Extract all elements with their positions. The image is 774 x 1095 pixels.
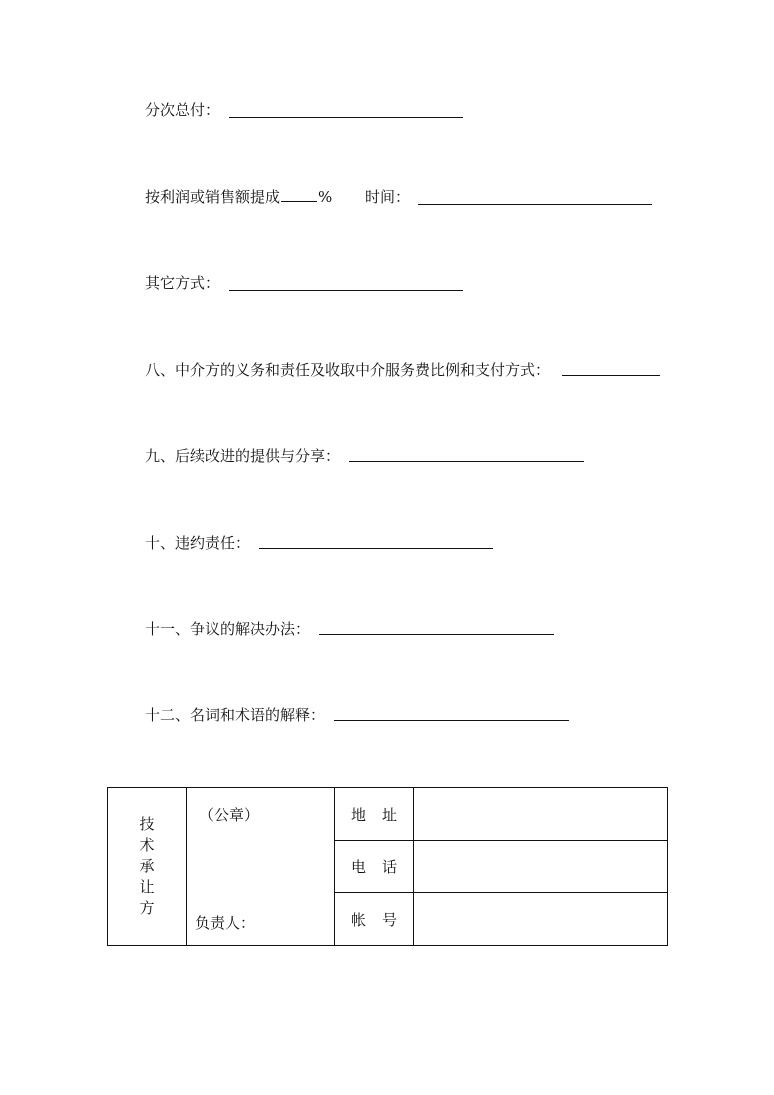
item10-blank[interactable] xyxy=(259,548,493,549)
other-method-label: 其它方式： xyxy=(145,274,221,292)
time-label: 时间： xyxy=(365,188,411,206)
item11-label: 十一、争议的解决办法： xyxy=(145,620,311,638)
installment-blank[interactable] xyxy=(229,117,463,118)
phone-value-cell[interactable] xyxy=(414,841,668,893)
account-label-cell xyxy=(335,893,414,946)
item9-blank[interactable] xyxy=(349,461,584,462)
address-char: 地 xyxy=(350,805,366,824)
item12-blank[interactable] xyxy=(334,720,569,721)
item12-label: 十二、名词和术语的解释： xyxy=(145,706,326,724)
party-char: 方 xyxy=(139,899,155,917)
item10-label: 十、违约责任： xyxy=(145,534,251,552)
item8-label: 八、中介方的义务和责任及收取中介服务费比例和支付方式： xyxy=(145,361,551,379)
royalty-percent-blank[interactable] xyxy=(281,187,317,202)
responsible-person-label: 负责人： xyxy=(195,914,256,932)
signature-table xyxy=(107,787,668,946)
party-label-cell xyxy=(108,788,187,946)
phone-char: 话 xyxy=(382,858,398,876)
phone-label-cell xyxy=(335,841,414,893)
percent-sign: % xyxy=(318,188,333,206)
party-char: 让 xyxy=(139,878,155,896)
time-blank[interactable] xyxy=(418,204,652,205)
party-char: 承 xyxy=(139,857,155,875)
other-method-blank[interactable] xyxy=(229,290,463,291)
royalty-row xyxy=(145,186,332,208)
account-value-cell[interactable] xyxy=(414,893,668,946)
phone-char: 电 xyxy=(350,858,366,876)
installment-label: 分次总付： xyxy=(145,101,221,119)
seal-cell xyxy=(187,788,335,946)
address-value-cell[interactable] xyxy=(414,788,668,841)
address-char: 址 xyxy=(382,805,398,824)
seal-label: （公章） xyxy=(199,806,260,824)
address-label-cell xyxy=(335,788,414,841)
item9-label: 九、后续改进的提供与分享： xyxy=(145,447,341,465)
party-char: 术 xyxy=(139,836,155,854)
account-char: 号 xyxy=(382,910,398,929)
item8-blank[interactable] xyxy=(562,375,660,376)
royalty-label: 按利润或销售额提成 xyxy=(145,188,281,206)
party-char: 技 xyxy=(139,815,155,833)
item11-blank[interactable] xyxy=(319,634,554,635)
account-char: 帐 xyxy=(350,910,366,929)
